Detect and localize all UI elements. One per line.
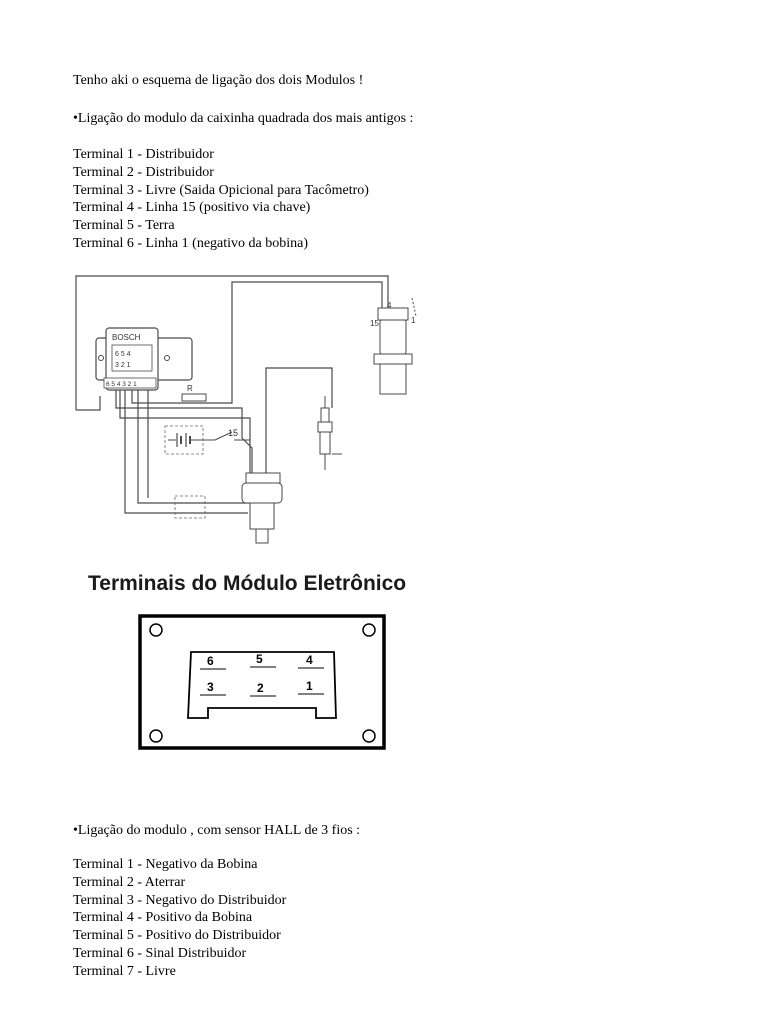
module-brand: BOSCH	[112, 333, 141, 342]
list-item: Terminal 1 - Negativo da Bobina	[73, 857, 258, 872]
pin-label-4: 4	[306, 653, 313, 667]
list-item: Terminal 6 - Sinal Distribuidor	[73, 945, 247, 961]
list-item: Terminal 5 - Positivo do Distribuidor	[73, 928, 281, 944]
module-bottom-row: 3 2 1	[115, 362, 131, 369]
list-item: Terminal 5 - Terra	[73, 218, 175, 234]
module-connector-diagram	[136, 612, 388, 752]
list-item: Terminal 2 - Aterrar	[73, 874, 186, 890]
bosch-module	[96, 328, 192, 390]
ignition-coil	[370, 298, 416, 394]
resistor-label: R	[187, 384, 193, 393]
list-item: Terminal 3 - Livre (Saida Opicional para Tacômetro)	[73, 182, 369, 198]
distributor	[175, 473, 282, 543]
list-item: Terminal 6 - Linha 1 (negativo da bobina)	[73, 235, 308, 251]
module-pin-row: 6 5 4 3 2 1	[106, 381, 137, 388]
coil-left-label: 15	[370, 319, 379, 328]
pin-label-1: 1	[306, 679, 313, 693]
list-item: Terminal 1 - Distribuidor	[73, 147, 214, 162]
list-item: Terminal 7 - Livre	[73, 963, 176, 979]
pin-label-6: 6	[207, 654, 214, 668]
pin-label-5: 5	[256, 652, 263, 666]
section1-heading: •Ligação do modulo da caixinha quadrada dos mais antigos :	[73, 111, 414, 126]
coil-pin4-label: 4	[387, 301, 392, 310]
spark-plug	[318, 396, 342, 470]
section2-terminal-list	[73, 856, 286, 981]
battery-switch	[165, 426, 250, 454]
list-item: Terminal 4 - Linha 15 (positivo via chave)	[73, 200, 311, 216]
list-item: Terminal 3 - Negativo do Distribuidor	[73, 892, 287, 908]
intro-text: Tenho aki o esquema de ligação dos dois Modulos !	[73, 73, 364, 88]
resistor-symbol	[182, 394, 206, 401]
section2-heading: •Ligação do modulo , com sensor HALL de 3 fios :	[73, 823, 361, 838]
coil-pin1-label: 1	[411, 316, 416, 325]
list-item: Terminal 4 - Positivo da Bobina	[73, 910, 253, 926]
pin-label-3: 3	[207, 680, 214, 694]
switch-label: 15	[228, 428, 239, 438]
wiring-diagram	[70, 268, 420, 553]
connector-title: Terminais do Módulo Eletrônico	[88, 572, 407, 595]
pin-label-2: 2	[257, 681, 264, 695]
list-item: Terminal 2 - Distribuidor	[73, 164, 214, 180]
module-top-row: 6 5 4	[115, 351, 131, 358]
section1-terminal-list	[73, 146, 369, 253]
